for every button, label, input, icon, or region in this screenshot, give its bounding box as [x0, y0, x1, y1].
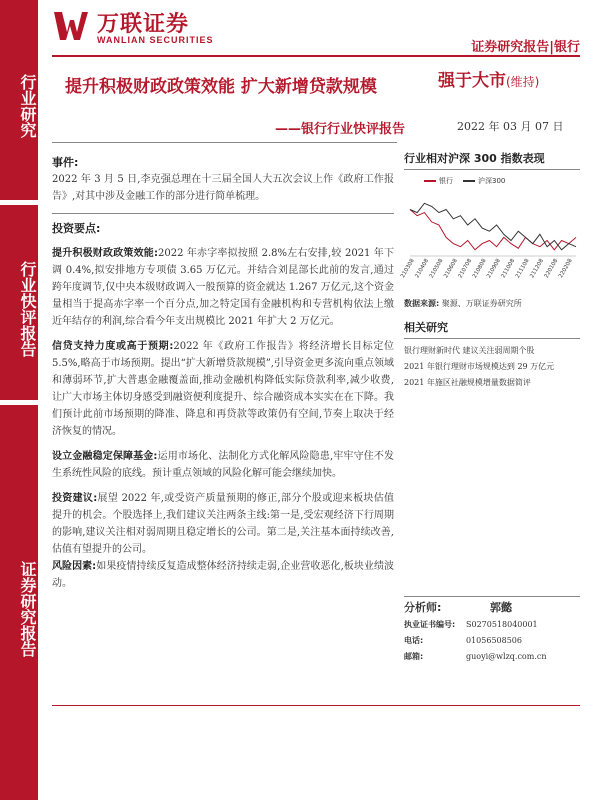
sidebar [0, 0, 38, 800]
x-tick-label: 210308 [400, 258, 416, 280]
x-tick-label: 211108 [514, 258, 531, 280]
analyst-value: S0270518040001 [466, 620, 538, 629]
analyst-value: 01056508506 [466, 636, 522, 645]
points-heading: 投资要点: [52, 222, 101, 235]
header-divider [52, 55, 580, 57]
events-heading: 事件: [52, 156, 79, 169]
wanlian-logo-icon [52, 8, 88, 44]
point-lead: 信贷支持力度或高于预期: [52, 341, 174, 352]
rating [438, 66, 539, 91]
legend-label: 沪深300 [478, 177, 506, 185]
x-tick-label: 210408 [414, 258, 431, 280]
point-text: 2022 年赤字率拟按照 2.8%左右安排,较 2021 年下调 0.4%,拟安排地方专项债 3.65 万亿元。并结合刘昆部长此前的发言,通过跨年度调节,仅中央本级财政调入一般预算的资金就达 1.267 万亿元,这个资金量相当于提高赤字率一个百分点,加之特定国有金融机构和专营机构依法上缴近年结存的利润,综合看今年支出规模比 2021 年扩大 2 万亿元。 [52, 248, 394, 327]
side-column [400, 150, 580, 391]
series-line-1 [410, 203, 576, 250]
x-tick-label: 220208 [558, 258, 574, 280]
title-divider [52, 142, 397, 143]
sidebar-block-quick-review: 行业快评报告 [0, 205, 38, 400]
analyst-value[interactable]: guoyi@wlzq.com.cn [466, 652, 547, 661]
point-paragraph [52, 245, 394, 330]
point-text: 如果疫情持续反复造成整体经济持续走弱,企业营收恶化,板块业绩波动。 [52, 561, 394, 589]
point-lead: 风险因素: [52, 561, 97, 572]
chart-legend [424, 176, 505, 186]
chart-title: 行业相对沪深 300 指数表现 [404, 150, 580, 170]
related-list [404, 343, 580, 391]
legend-swatch [463, 180, 475, 182]
report-subtitle: ——银行行业快评报告 [274, 122, 405, 137]
logo-chinese-name: 万联证券 [97, 12, 190, 37]
analyst-key: 电话: [404, 636, 424, 645]
analyst-key: 执业证书编号: [404, 620, 456, 629]
line-chart [400, 174, 580, 292]
point-paragraph [52, 490, 394, 558]
x-tick-label: 220108 [543, 258, 560, 280]
x-tick-label: 210708 [457, 258, 474, 280]
legend-label: 银行 [439, 177, 453, 185]
point-lead: 提升积极财政政策效能: [52, 248, 158, 259]
analyst-key: 邮箱: [404, 652, 424, 661]
report-category: 证券研究报告|银行 [471, 40, 580, 55]
related-heading: 相关研究 [404, 319, 580, 339]
analyst-row [404, 617, 580, 633]
related-item[interactable]: 2021 年银行理财市场规模达到 29 万亿元 [404, 362, 555, 371]
footer-divider [52, 705, 580, 706]
x-tick-label: 211208 [529, 258, 546, 280]
point-paragraph [52, 558, 394, 592]
legend-item-hs300 [463, 176, 505, 186]
x-tick-label: 210508 [428, 258, 445, 280]
analyst-name: 郭懿 [490, 601, 512, 614]
x-tick-label: 211008 [500, 258, 517, 280]
report-date: 2022 年 03 月 07 日 [457, 120, 564, 133]
logo-english-name: WANLIAN SECURITIES [97, 35, 214, 45]
source-label: 数据来源: [404, 299, 440, 308]
analyst-label: 分析师: [404, 601, 442, 614]
point-lead: 投资建议: [52, 493, 98, 504]
header [0, 0, 600, 60]
related-item[interactable]: 银行理财新时代 建议关注弱周期个股 [404, 346, 535, 355]
analyst-row [404, 633, 580, 649]
legend-item-bank [424, 176, 453, 186]
point-paragraph [52, 448, 394, 482]
events-divider [52, 213, 394, 214]
source-text: 聚源、万联证券研究所 [441, 299, 522, 308]
analyst-row [404, 649, 580, 665]
sidebar-block-industry-research: 行业研究 [0, 0, 38, 200]
legend-swatch [424, 180, 436, 182]
x-tick-label: 210908 [486, 258, 502, 280]
report-title: 提升积极财政政策效能 扩大新增贷款规模 [65, 77, 377, 97]
point-lead: 设立金融稳定保障基金: [52, 451, 158, 462]
rating-note: (维持) [506, 75, 540, 89]
analyst-info [404, 596, 580, 665]
x-tick-label: 210808 [471, 258, 488, 280]
point-paragraph [52, 338, 394, 440]
point-text: 展望 2022 年,或受资产质量预期的修正,部分个股或迎来板块估值提升的机会。个股选择上,我们建议关注两条主线:第一是,受宏观经济下行周期的影响,建议关注相对弱周期且稳定增长的公司。第二是,关注基本面持续改善,估值有望提升的公司。 [52, 493, 395, 555]
x-tick-label: 210608 [443, 258, 459, 280]
main-content [52, 150, 394, 600]
chart-source [404, 298, 580, 309]
analyst-name-row [404, 596, 580, 617]
chart-container [400, 174, 580, 292]
point-text: 2022 年《政府工作报告》将经济增长目标定位 5.5%,略高于市场预期。提出“扩大新增贷款规模”,引导资金更多流向重点领域和薄弱环节,扩大普惠金融覆盖面,推动金融机构降低实际贷款利率,减少收费,让广大市场主体切身感受到融资便利度提升、综合融资成本实实在在下降。我们预计此前市场预期的降准、降息和再贷款等政策仍有空间,节奏上取决于经济恢复的情况。 [52, 341, 394, 437]
sidebar-block-securities-report: 证券研究报告 [0, 405, 38, 800]
related-item[interactable]: 2021 年施区社融规模增量数据简评 [404, 378, 531, 387]
rating-main: 强于大市 [438, 71, 506, 91]
events-text: 2022 年 3 月 5 日,李克强总理在十三届全国人大五次会议上作《政府工作报告》,对其中涉及金融工作的部分进行简单梳理。 [52, 174, 394, 202]
point-text: 运用市场化、法制化方式化解风险隐患,牢牢守住不发生系统性风险的底线。预计重点领域的风险化解可能会继续加快。 [52, 451, 394, 479]
